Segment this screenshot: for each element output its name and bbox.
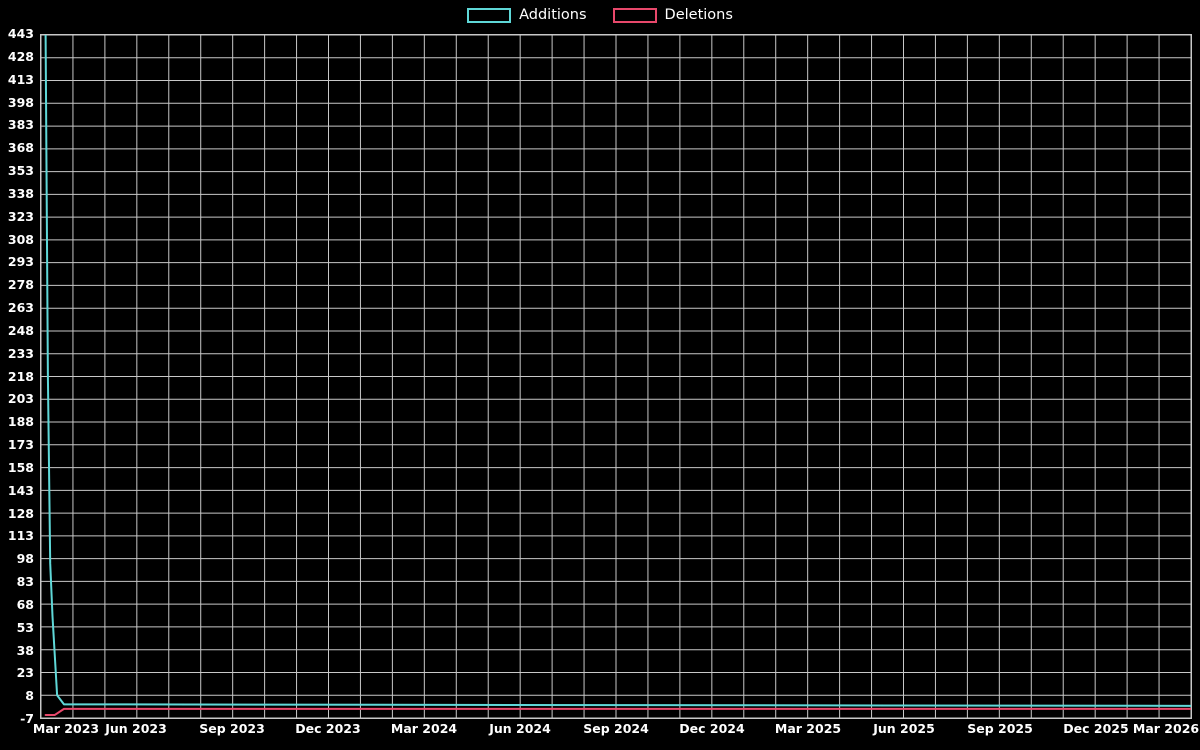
y-axis-tick-label: 338	[7, 185, 34, 201]
x-axis	[32, 721, 1200, 747]
y-axis-tick-label: 383	[7, 117, 34, 133]
y-axis-tick-label: 83	[16, 573, 34, 589]
y-axis-tick-label: 308	[7, 231, 34, 247]
y-axis-tick-label: 23	[16, 665, 34, 681]
y-axis-tick-label: 173	[7, 436, 34, 452]
legend-label-additions: Additions	[519, 7, 587, 24]
y-axis-tick-label: 98	[16, 550, 34, 566]
plot-svg	[41, 35, 1191, 718]
x-axis-tick-label: Jun 2024	[489, 721, 551, 736]
x-axis-tick-label: Sep 2024	[583, 721, 649, 736]
y-axis-tick-label: 143	[7, 482, 34, 498]
y-axis-tick-label: 188	[7, 413, 34, 429]
y-axis	[0, 25, 38, 726]
x-axis-tick-label: Dec 2023	[295, 721, 361, 736]
y-axis-tick-label: 443	[7, 25, 34, 41]
x-axis-tick-label: Mar 2025	[774, 721, 842, 736]
y-axis-tick-label: 278	[7, 276, 34, 292]
legend-swatch-additions	[467, 8, 511, 23]
y-axis-tick-label: -7	[20, 710, 34, 726]
y-axis-tick-label: 218	[7, 368, 34, 384]
y-axis-tick-label: 68	[16, 596, 34, 612]
legend-label-deletions: Deletions	[664, 7, 733, 24]
y-axis-tick-label: 368	[7, 139, 34, 155]
y-axis-tick-label: 428	[7, 48, 34, 64]
y-axis-tick-label: 293	[7, 254, 34, 270]
y-axis-tick-label: 413	[7, 71, 34, 87]
y-axis-tick-label: 38	[16, 642, 34, 658]
x-axis-tick-label: Jun 2023	[105, 721, 167, 736]
x-axis-tick-label: Dec 2025	[1063, 721, 1129, 736]
y-axis-tick-label: 158	[7, 459, 34, 475]
x-axis-tick-label: Sep 2025	[967, 721, 1033, 736]
y-axis-tick-label: 263	[7, 299, 34, 315]
y-axis-tick-label: 8	[25, 687, 34, 703]
y-axis-tick-label: 233	[7, 345, 34, 361]
chart-legend	[0, 8, 1200, 23]
y-axis-tick-label: 128	[7, 505, 34, 521]
x-axis-tick-label: Sep 2023	[199, 721, 265, 736]
series-line-additions	[46, 35, 1191, 706]
plot-area	[40, 34, 1192, 719]
y-axis-tick-label: 323	[7, 208, 34, 224]
y-axis-tick-label: 353	[7, 162, 34, 178]
y-axis-tick-label: 398	[7, 94, 34, 110]
x-axis-tick-label: Dec 2024	[679, 721, 745, 736]
series-line-deletions	[46, 709, 1191, 715]
x-axis-tick-label: Mar 2026	[1132, 721, 1200, 736]
legend-item-additions	[467, 8, 586, 23]
y-axis-tick-label: 53	[16, 619, 34, 635]
x-axis-tick-label: Mar 2023	[32, 721, 100, 736]
x-axis-tick-label: Jun 2025	[873, 721, 935, 736]
y-axis-tick-label: 203	[7, 391, 34, 407]
y-axis-tick-label: 248	[7, 322, 34, 338]
legend-swatch-deletions	[613, 8, 657, 23]
y-axis-tick-label: 113	[7, 528, 34, 544]
legend-item-deletions	[613, 8, 733, 23]
x-axis-tick-label: Mar 2024	[390, 721, 458, 736]
